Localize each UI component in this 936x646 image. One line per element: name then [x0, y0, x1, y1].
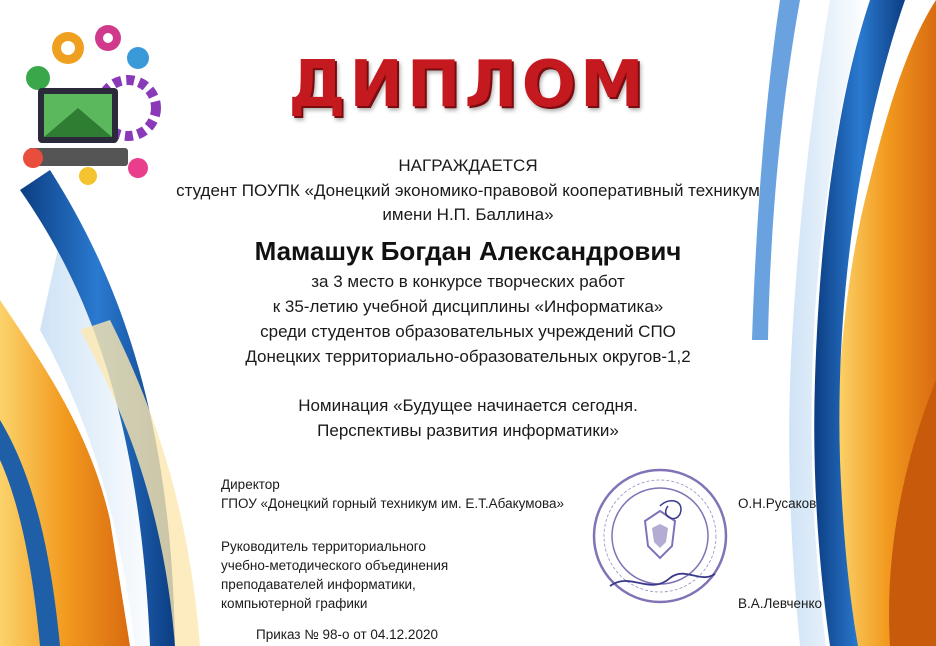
- diploma-title: ДИПЛОМ: [288, 48, 648, 122]
- director-title: Директор: [221, 477, 280, 492]
- head-title-line: преподавателей информатики,: [221, 577, 416, 592]
- head-title-line: Руководитель территориального: [221, 539, 426, 554]
- reason-line: к 35-летию учебной дисциплины «Информатика»: [272, 297, 664, 316]
- order-number: Приказ № 98-о от 04.12.2020: [256, 627, 438, 642]
- director-name: О.Н.Русаков: [738, 496, 817, 511]
- head-title-line: учебно-методического объединения: [221, 558, 449, 573]
- official-stamp: [590, 466, 730, 606]
- director-org: ГПОУ «Донецкий горный техникум им. Е.Т.Абакумова»: [221, 496, 565, 511]
- recipient-org-line2: имени Н.П. Баллина»: [382, 205, 554, 224]
- head-title-line: компьютерной графики: [221, 596, 368, 611]
- awarded-heading: НАГРАЖДАЕТСЯ: [398, 156, 538, 175]
- reason-line: среди студентов образовательных учреждений СПО: [260, 322, 676, 341]
- nomination-line: Номинация «Будущее начинается сегодня.: [298, 396, 638, 415]
- reason-line: за 3 место в конкурсе творческих работ: [311, 272, 625, 291]
- reason-line: Донецких территориально-образовательных округов-1,2: [245, 347, 691, 366]
- recipient-name: Мамашук Богдан Александрович: [254, 236, 682, 266]
- recipient-org-line1: студент ПОУПК «Донецкий экономико-правовой кооперативный техникум: [176, 181, 760, 200]
- head-name: В.А.Левченко: [738, 596, 823, 611]
- nomination-line: Перспективы развития информатики»: [317, 421, 619, 440]
